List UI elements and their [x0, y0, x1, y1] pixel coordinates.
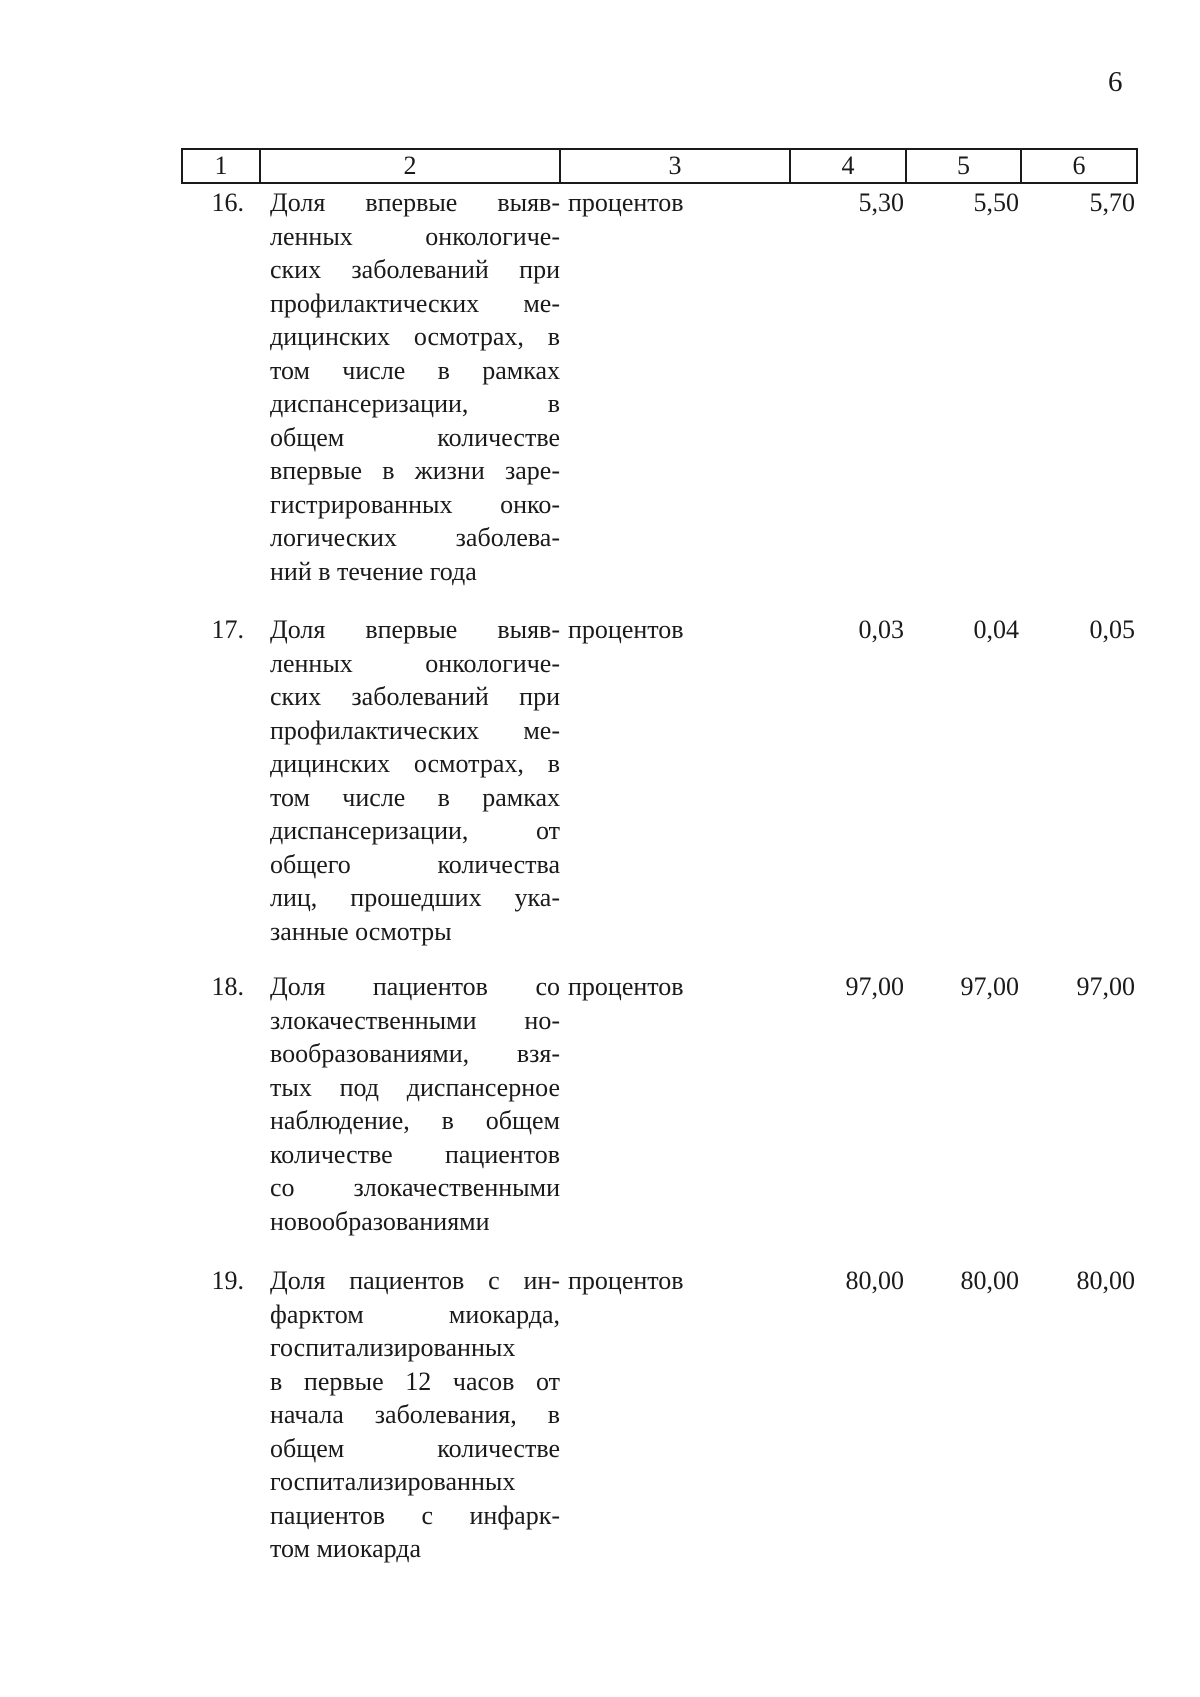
table-header — [182, 149, 1137, 183]
value-col-5: 5,50 — [973, 188, 1019, 217]
header-col-5: 5 — [906, 149, 1021, 183]
description-line: в первые 12 часов от — [270, 1366, 560, 1396]
value-col-5: 0,04 — [973, 615, 1019, 644]
description-line: госпитализированных — [270, 1333, 516, 1362]
unit-of-measure: процентов — [568, 972, 684, 1001]
description-line: Доля пациентов с ин- — [270, 1266, 560, 1295]
value-col-5: 97,00 — [960, 972, 1019, 1001]
indicators-table — [181, 148, 1138, 1566]
description-line: Доля впервые выяв- — [270, 615, 560, 644]
table-row — [182, 970, 1137, 1264]
indicator-description — [260, 613, 560, 970]
value-col-6: 97,00 — [1076, 972, 1135, 1001]
description-line: дицинских осмотрах, в — [270, 322, 560, 351]
header-col-6: 6 — [1021, 149, 1137, 183]
description-line: фарктом миокарда, — [270, 1299, 560, 1329]
description-line: новообразованиями — [270, 1206, 490, 1236]
value-col-4: 0,03 — [858, 615, 904, 644]
description-line: профилактических ме- — [270, 715, 560, 745]
description-line: ний в течение года — [270, 556, 477, 586]
value-col-6: 5,70 — [1089, 188, 1135, 217]
header-row — [182, 149, 1137, 183]
description-line: общем количестве — [270, 422, 560, 452]
header-col-4: 4 — [790, 149, 906, 183]
value-col-4: 97,00 — [845, 972, 904, 1001]
description-line: наблюдение, в общем — [270, 1106, 560, 1135]
row-number: 19. — [211, 1266, 244, 1295]
value-col-6: 0,05 — [1089, 615, 1135, 644]
description-line: госпитализированных — [270, 1467, 516, 1496]
description-line: Доля впервые выяв- — [270, 188, 560, 217]
description-line: количестве пациентов — [270, 1139, 560, 1169]
description-line: впервые в жизни заре- — [270, 456, 560, 485]
indicator-description — [260, 1264, 560, 1566]
description-line: том числе в рамках — [270, 355, 560, 385]
row-number: 17. — [211, 615, 244, 644]
description-line: лиц, прошедших ука- — [270, 883, 560, 912]
description-line: пациентов с инфарк- — [270, 1500, 560, 1530]
description-line: злокачественными но- — [270, 1005, 560, 1035]
description-line: диспансеризации, в — [270, 389, 560, 418]
value-col-4: 80,00 — [845, 1266, 904, 1295]
description-line: со злокачественными — [270, 1173, 560, 1202]
header-col-1: 1 — [182, 149, 260, 183]
description-line: ленных онкологиче- — [270, 648, 560, 678]
indicator-description — [260, 183, 560, 613]
value-col-5: 80,00 — [960, 1266, 1019, 1295]
indicator-description — [260, 970, 560, 1264]
description-line: том числе в рамках — [270, 782, 560, 812]
description-line: профилактических ме- — [270, 288, 560, 318]
value-col-6: 80,00 — [1076, 1266, 1135, 1295]
table-row — [182, 1264, 1137, 1566]
description-line: тых под диспансерное — [270, 1072, 560, 1102]
unit-of-measure: процентов — [568, 188, 684, 217]
description-line: общего количества — [270, 849, 560, 879]
row-number: 16. — [211, 188, 244, 217]
description-line: логических заболева- — [270, 523, 560, 552]
unit-of-measure: процентов — [568, 1266, 684, 1295]
header-col-3: 3 — [560, 149, 790, 183]
description-line: дицинских осмотрах, в — [270, 749, 560, 778]
page-number: 6 — [1108, 66, 1123, 98]
description-line: Доля пациентов со — [270, 972, 560, 1001]
table-body — [182, 183, 1137, 1566]
description-line: вообразованиями, взя- — [270, 1039, 560, 1068]
description-line: ских заболеваний при — [270, 682, 560, 711]
description-line: том миокарда — [270, 1534, 422, 1563]
description-line: ленных онкологиче- — [270, 221, 560, 251]
description-line: занные осмотры — [270, 916, 452, 946]
row-number: 18. — [211, 972, 244, 1001]
table-row — [182, 183, 1137, 613]
description-line: начала заболевания, в — [270, 1400, 560, 1429]
header-col-2: 2 — [260, 149, 560, 183]
table-row — [182, 613, 1137, 970]
description-line: общем количестве — [270, 1433, 560, 1463]
unit-of-measure: процентов — [568, 615, 684, 644]
description-line: гистрированных онко- — [270, 489, 560, 519]
description-line: диспансеризации, от — [270, 816, 560, 845]
description-line: ских заболеваний при — [270, 255, 560, 284]
value-col-4: 5,30 — [858, 188, 904, 217]
